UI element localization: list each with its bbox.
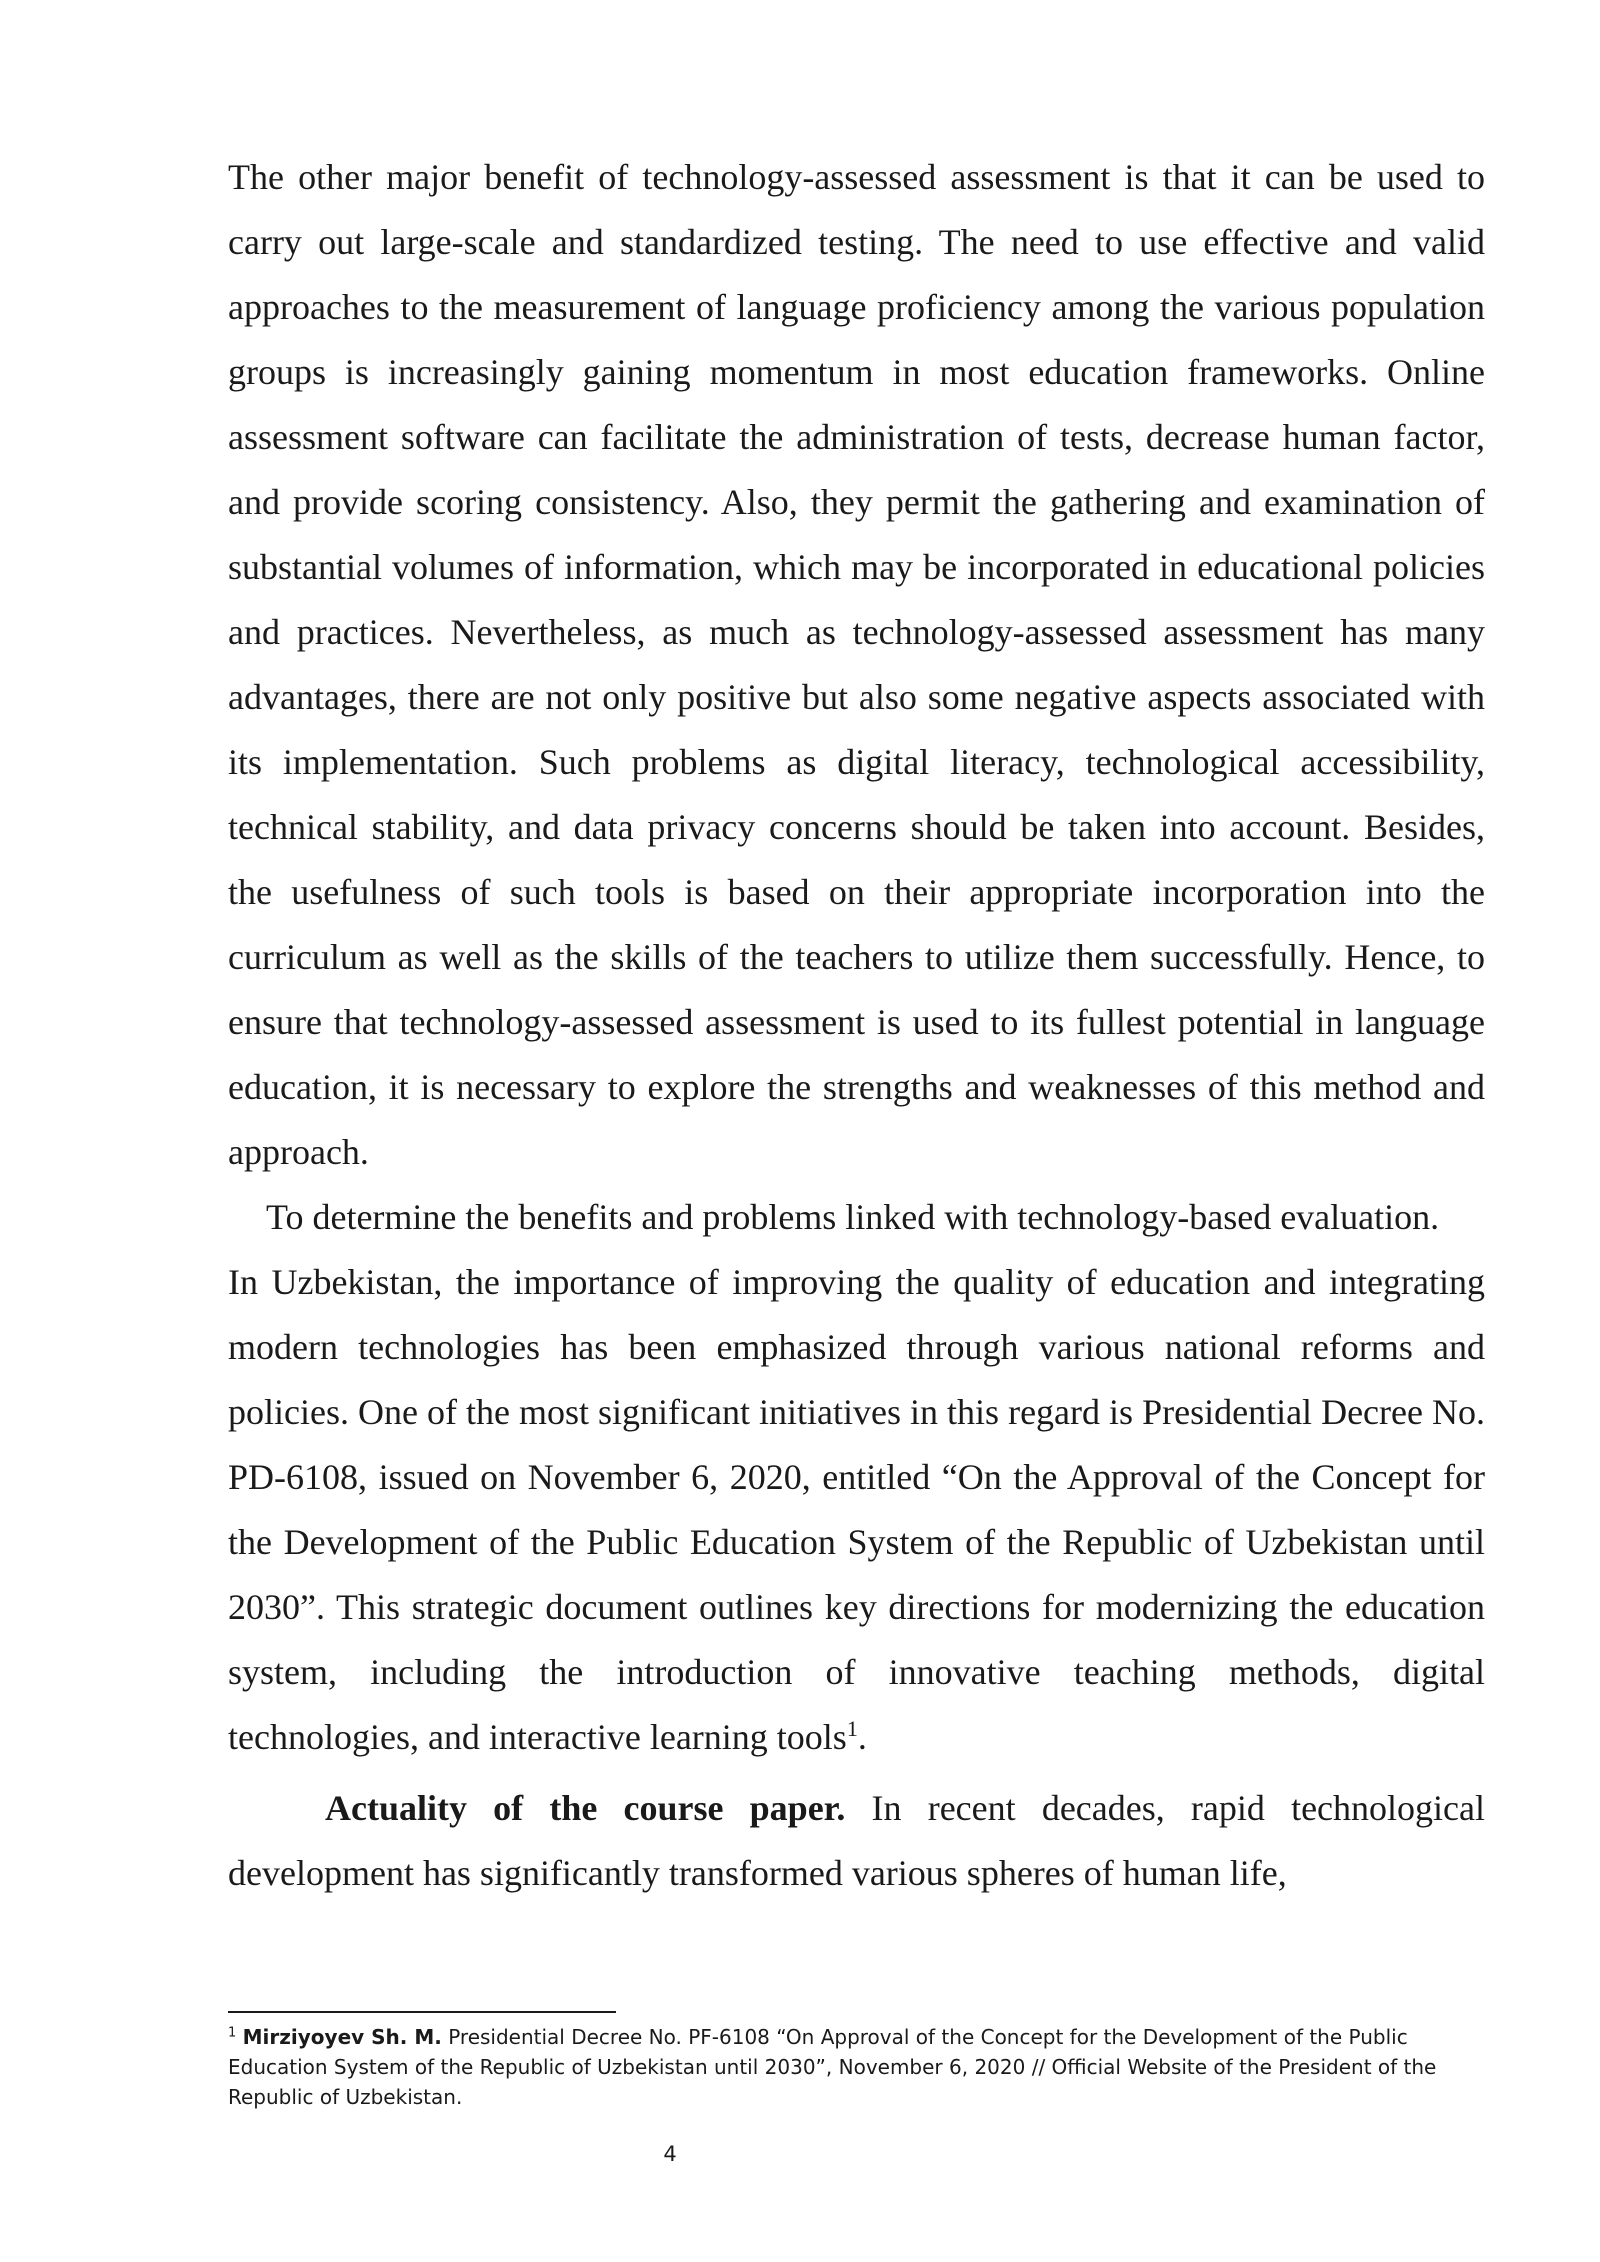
page-number: 4 <box>663 2142 677 2166</box>
paragraph-objective <box>228 1185 1485 1250</box>
paragraph-actuality-text: In recent decades, rapid technological development has significantly transformed various spheres of human life, <box>228 1788 1485 1893</box>
paragraph-benefits <box>228 145 1485 1185</box>
footnote-reference[interactable]: 1 <box>846 1716 858 1741</box>
paragraph-objective-text: To determine the benefits and problems linked with technology-based evaluation. <box>266 1197 1440 1237</box>
body-text <box>228 145 1485 1906</box>
paragraph-actuality <box>228 1776 1485 1906</box>
footnote-marker: 1 <box>228 2025 237 2041</box>
footnote-text: Presidential Decree No. PF-6108 “On Approval of the Concept for the Development of the Public Education System of the Republic of Uzbekistan until 2030”, November 6, 2020 // Official Website of the President of the Republic of Uzbekistan. <box>228 2025 1437 2109</box>
footnote-author: Mirziyoyev Sh. M. <box>242 2025 442 2049</box>
paragraph-uzbekistan <box>228 1250 1485 1770</box>
paragraph-benefits-text: The other major benefit of technology-assessed assessment is that it can be used to carry out large-scale and standardized testing. The need to use effective and valid approaches to the measurement of language proficiency among the various population groups is increasingly gaining momentum in most education frameworks. Online assessment software can facilitate the administration of tests, decrease human factor, and provide scoring consistency. Also, they permit the gathering and examination of substantial volumes of information, which may be incorporated in educational policies and practices. Nevertheless, as much as technology-assessed assessment has many advantages, there are not only positive but also some negative aspects associated with its implementation. Such problems as digital literacy, technological accessibility, technical stability, and data privacy concerns should be taken into account. Besides, the usefulness of such tools is based on their appropriate incorporation into the curriculum as well as the skills of the teachers to utilize them successfully. Hence, to ensure that technology-assessed assessment is used to its fullest potential in language education, it is necessary to explore the strengths and weaknesses of this method and approach. <box>228 157 1485 1172</box>
paragraph-uzbekistan-end: . <box>857 1717 867 1757</box>
section-heading-actuality: Actuality of the course paper. <box>325 1788 846 1828</box>
footnote-separator <box>228 2011 616 2013</box>
footnote <box>228 2022 1485 2112</box>
paragraph-uzbekistan-text: In Uzbekistan, the importance of improving the quality of education and integrating modern technologies has been emphasized through various national reforms and policies. One of the most significant initiatives in this regard is Presidential Decree No. PD-6108, issued on November 6, 2020, entitled “On the Approval of the Concept for the Development of the Public Education System of the Republic of Uzbekistan until 2030”. This strategic document outlines key directions for modernizing the education system, including the introduction of innovative teaching methods, digital technologies, and interactive learning tools <box>228 1262 1485 1757</box>
